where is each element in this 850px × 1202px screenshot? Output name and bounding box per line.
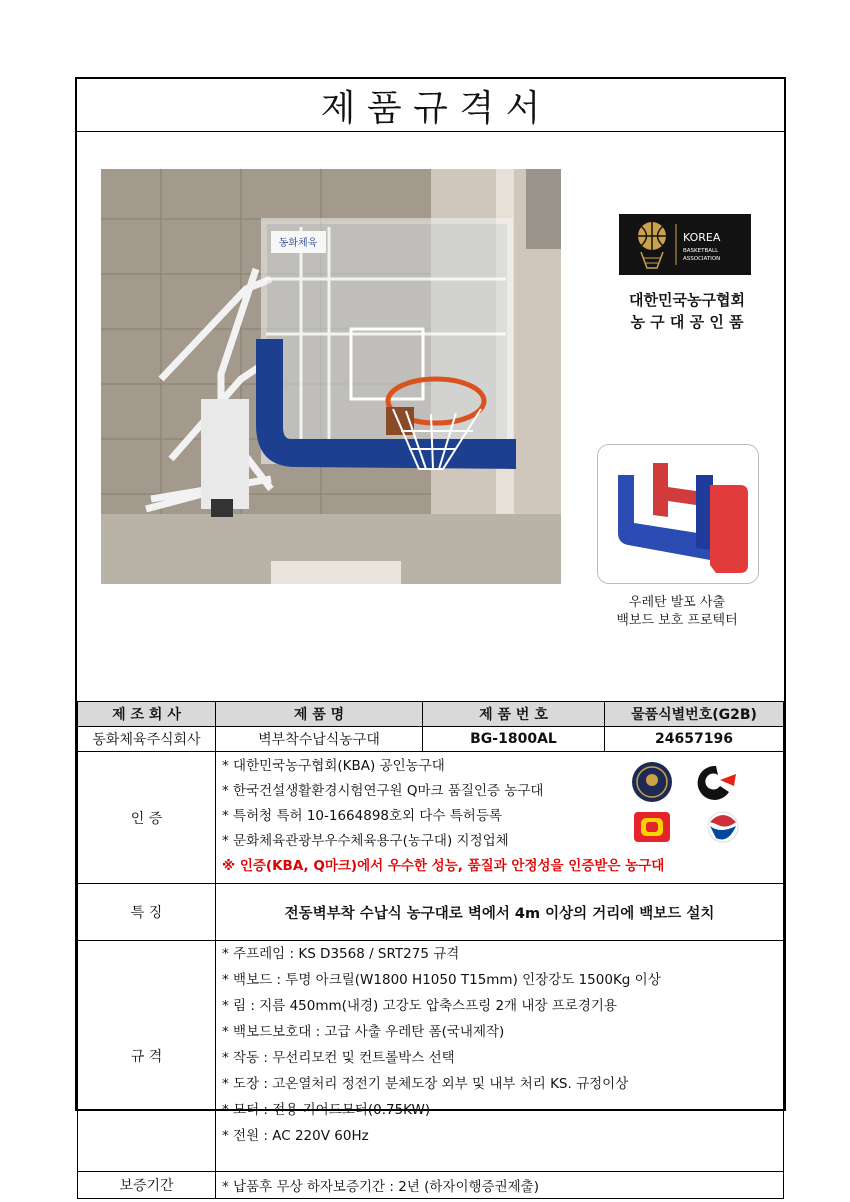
kba-logo (619, 214, 751, 275)
cert-line-1: * 대한민국농구협회(KBA) 공인농구대 (222, 758, 445, 774)
spec-line-3: * 림 : 지름 450mm(내경) 고강도 압축스프링 2개 내장 프로경기용 (222, 998, 617, 1014)
kba-caption-line-1: 대한민국농구협회 (629, 291, 745, 309)
product-photo (101, 169, 561, 584)
spec-table (77, 701, 784, 1199)
kba-logo-text-3: ASSOCIATION (683, 256, 721, 262)
cert-highlight: ※ 인증(KBA, Q마크)에서 우수한 성능, 품질과 안정성을 인증받은 농구대 (222, 858, 665, 874)
spec-line-5: * 작동 : 무선리모컨 및 컨트롤박스 선택 (222, 1050, 455, 1066)
kba-caption-line-2: 농 구 대 공 인 품 (630, 313, 744, 331)
cert-line-4: * 문화체육관광부우수체육용구(농구대) 지정업체 (222, 833, 509, 849)
header-g2b-id: 물품식별번호(G2B) (605, 702, 784, 727)
spec-sheet (75, 77, 786, 1195)
cert-content (216, 752, 784, 884)
spec-label: 규 격 (78, 941, 216, 1172)
spec-line-2: * 백보드 : 투명 아크릴(W1800 H1050 T15mm) 인장강도 1500Kg 이상 (222, 972, 661, 988)
header-product-number: 제 품 번 호 (423, 702, 605, 727)
kba-logo-text-2: BASKETBALL (683, 248, 719, 254)
brand-plate-text: 동화체육 (278, 238, 318, 249)
kba-caption (597, 289, 777, 333)
kba-seal-icon (632, 762, 672, 802)
feature-row (78, 884, 784, 941)
value-g2b-id: 24657196 (605, 727, 784, 752)
product-visuals (77, 131, 784, 702)
spec-row (78, 941, 784, 1172)
warranty-label: 보증기간 (78, 1172, 216, 1199)
spec-line-1: * 주프레임 : KS D3568 / SRT275 규격 (222, 946, 460, 962)
value-product-name: 벽부착수납식농구대 (216, 727, 423, 752)
spec-line-7: * 모터 : 전용 기어드모터(0.75KW) (222, 1102, 431, 1118)
cert-row (78, 752, 784, 884)
government-mark-icon (708, 812, 738, 842)
warranty-text: * 납품후 무상 하자보증기간 : 2년 (하자이행증권제출) (216, 1172, 784, 1199)
header-manufacturer: 제 조 회 사 (78, 702, 216, 727)
q-mark-icon (634, 812, 670, 842)
document-title: 제 품 규 격 서 (77, 79, 784, 132)
value-manufacturer: 동화체육주식회사 (78, 727, 216, 752)
protector-caption-line-1: 우레탄 발포 사출 (628, 595, 726, 610)
spec-line-8: * 전원 : AC 220V 60Hz (222, 1128, 369, 1144)
spec-content (216, 941, 784, 1172)
protector-caption-line-2: 백보드 보호 프로텍터 (616, 613, 738, 628)
kba-logo-text-1: KOREA (683, 231, 721, 244)
feature-label: 특 징 (78, 884, 216, 941)
cert-line-2: * 한국건설생활환경시험연구원 Q마크 품질인증 농구대 (222, 783, 544, 799)
header-product-name: 제 품 명 (216, 702, 423, 727)
cert-badges (628, 760, 748, 850)
value-product-number: BG-1800AL (423, 727, 605, 752)
ks-mark-icon (698, 766, 736, 800)
protector-caption (597, 594, 757, 630)
spec-line-6: * 도장 : 고온열처리 정전기 분체도장 외부 및 내부 처리 KS. 규정이상 (222, 1076, 629, 1092)
value-row (78, 727, 784, 752)
header-row (78, 702, 784, 727)
warranty-row (78, 1172, 784, 1199)
cert-line-3: * 특허청 특허 10-1664898호외 다수 특허등록 (222, 808, 502, 824)
spec-line-4: * 백보드보호대 : 고급 사출 우레탄 폼(국내제작) (222, 1024, 505, 1040)
feature-text: 전동벽부착 수납식 농구대로 벽에서 4m 이상의 거리에 백보드 설치 (216, 884, 784, 941)
cert-label: 인 증 (78, 752, 216, 884)
protector-image (597, 444, 759, 584)
